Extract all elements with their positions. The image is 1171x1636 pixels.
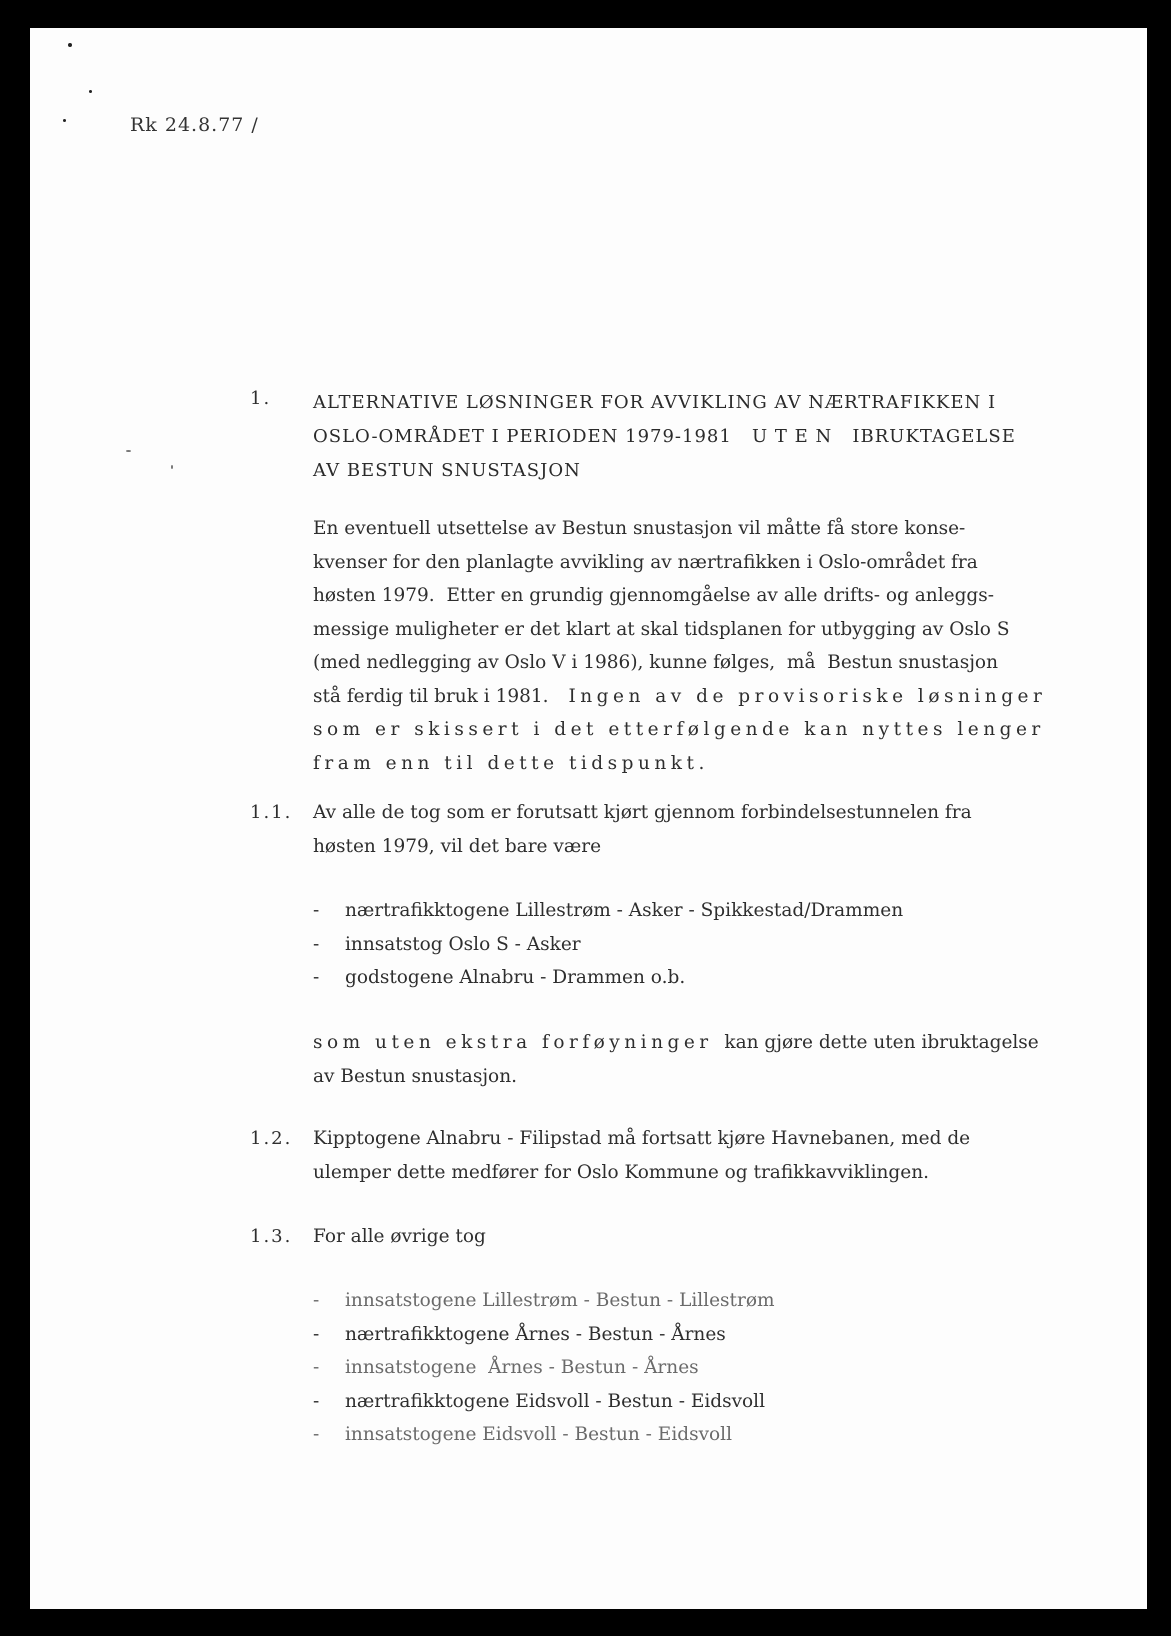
list-item-text: nærtrafikktogene Årnes - Bestun - Årnes — [345, 1323, 726, 1345]
scan-speck — [68, 43, 72, 47]
list-item — [313, 1284, 775, 1318]
paragraph-line — [313, 1026, 1039, 1060]
list-bullet: - — [313, 1390, 320, 1412]
section-heading — [313, 386, 1073, 488]
list-item-text: innsatstogene Eidsvoll - Bestun - Eidsvoll — [345, 1424, 732, 1445]
intro-paragraph — [313, 512, 1046, 780]
paragraph-line: messige muligheter er det klart at skal tidsplanen for utbygging av Oslo S — [313, 618, 1010, 640]
paragraph-line: (med nedlegging av Oslo V i 1986), kunne følges, må Bestun snustasjon — [313, 652, 998, 673]
scan-speck — [126, 450, 131, 452]
list-item — [313, 928, 903, 962]
heading-line: ALTERNATIVE LØSNINGER FOR AVVIKLING AV NÆRTRAFIKKEN I — [313, 392, 997, 413]
section-paragraph — [313, 796, 972, 863]
list-item-text: innsatstog Oslo S - Asker — [345, 933, 581, 955]
paragraph-line — [313, 680, 1046, 714]
scan-speck — [89, 90, 92, 93]
paragraph-fragment: Ingen av de provisoriske løsninger — [568, 685, 1047, 707]
paragraph-fragment: stå ferdig til bruk i 1981. — [313, 685, 549, 707]
paragraph-line: som er skissert i det etterfølgende kan nyttes lenger — [313, 719, 1045, 740]
list-item-text: nærtrafikktogene Lillestrøm - Asker - Spikkestad/Drammen — [345, 900, 904, 921]
list-item — [313, 1418, 775, 1452]
list-item — [313, 1318, 775, 1352]
list-item-text: innsatstogene Årnes - Bestun - Årnes — [345, 1357, 699, 1378]
document-reference: Rk 24.8.77 / — [130, 114, 259, 136]
section-title — [313, 1220, 486, 1254]
section-number: 1. — [250, 388, 272, 409]
list-item-text: godstogene Alnabru - Drammen o.b. — [345, 967, 686, 988]
list-bullet: - — [313, 1323, 320, 1345]
paragraph-fragment: kan gjøre dette uten ibruktagelse — [712, 1032, 1039, 1053]
paragraph-line: fram enn til dette tidspunkt. — [313, 752, 709, 774]
list-bullet: - — [313, 1290, 320, 1311]
heading-line: AV BESTUN SNUSTASJON — [313, 460, 581, 481]
list-item — [313, 1351, 775, 1385]
paragraph-line: kvenser for den planlagte avvikling av nærtrafikken i Oslo-området fra — [313, 551, 978, 573]
train-list — [313, 894, 903, 995]
section-number: 1.1. — [250, 802, 293, 823]
document-page — [30, 28, 1147, 1609]
paragraph-fragment: som uten ekstra forføyninger — [313, 1032, 713, 1053]
closing-paragraph — [313, 1026, 1039, 1093]
scan-speck — [63, 119, 66, 122]
list-bullet: - — [313, 933, 320, 955]
section-paragraph — [313, 1122, 970, 1189]
list-bullet: - — [313, 1424, 320, 1445]
paragraph-line: høsten 1979. Etter en grundig gjennomgåelse av alle drifts- og anleggs- — [313, 585, 994, 606]
scan-speck — [171, 465, 173, 469]
list-bullet: - — [313, 967, 320, 988]
paragraph-line: For alle øvrige tog — [313, 1226, 486, 1247]
paragraph-line: Av alle de tog som er forutsatt kjørt gjennom forbindelsestunnelen fra — [313, 802, 972, 823]
list-bullet: - — [313, 900, 320, 921]
list-item-text: innsatstogene Lillestrøm - Bestun - Lillestrøm — [345, 1290, 775, 1311]
list-item — [313, 894, 903, 928]
paragraph-line: høsten 1979, vil det bare være — [313, 835, 602, 857]
list-item — [313, 1385, 775, 1419]
paragraph-line: En eventuell utsettelse av Bestun snustasjon vil måtte få store konse- — [313, 518, 966, 539]
list-item-text: nærtrafikktogene Eidsvoll - Bestun - Eidsvoll — [345, 1390, 766, 1412]
train-list — [313, 1284, 775, 1452]
paragraph-line: ulemper dette medfører for Oslo Kommune og trafikkavviklingen. — [313, 1161, 929, 1183]
paragraph-line: av Bestun snustasjon. — [313, 1065, 517, 1087]
list-item — [313, 961, 903, 995]
section-number: 1.2. — [250, 1128, 293, 1149]
list-bullet: - — [313, 1357, 320, 1378]
heading-line: OSLO-OMRÅDET I PERIODEN 1979-1981 U T E N IBRUKTAGELSE — [313, 426, 1016, 447]
paragraph-line: Kipptogene Alnabru - Filipstad må fortsatt kjøre Havnebanen, med de — [313, 1128, 971, 1149]
section-number: 1.3. — [250, 1226, 293, 1247]
